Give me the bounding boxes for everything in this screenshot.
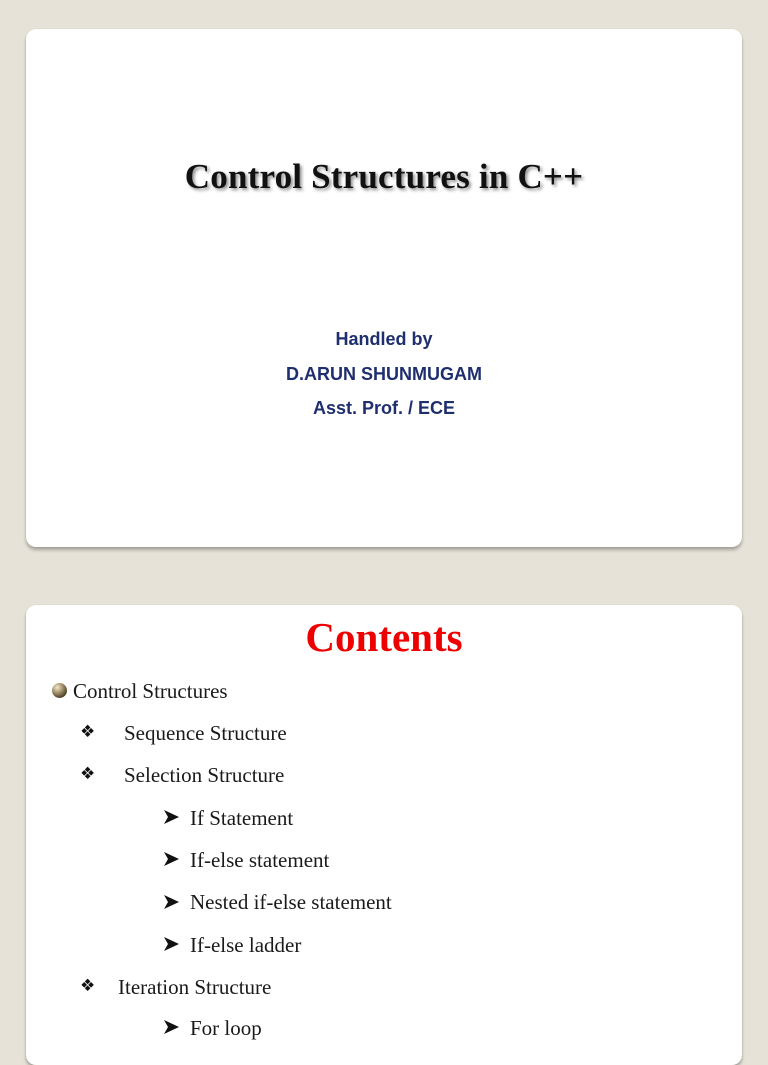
diamond-bullet-icon: ❖ — [80, 722, 96, 742]
list-item-if-else-ladder: If-else ladder — [190, 933, 302, 957]
diamond-bullet-icon: ❖ — [80, 976, 96, 996]
arrowhead-bullet-icon — [163, 894, 180, 910]
list-item-if-else: If-else statement — [190, 848, 330, 872]
list-item-selection: Selection Structure — [124, 763, 285, 787]
slide-1 — [26, 29, 742, 547]
handled-by-label: Handled by — [335, 329, 433, 349]
list-item-iteration: Iteration Structure — [118, 975, 272, 999]
arrowhead-bullet-icon — [163, 809, 180, 825]
slide-title: Control Structures in C++ — [184, 157, 584, 196]
presenter-designation: Asst. Prof. / ECE — [312, 398, 456, 418]
list-item-sequence: Sequence Structure — [124, 721, 287, 745]
slide-2 — [26, 605, 742, 1065]
arrowhead-bullet-icon — [163, 1019, 180, 1035]
list-item-if-statement: If Statement — [190, 806, 294, 830]
contents-heading: Contents — [305, 614, 463, 660]
presenter-block — [26, 322, 742, 426]
list-item-control-structures: Control Structures — [73, 679, 228, 703]
presenter-name: D.ARUN SHUNMUGAM — [286, 363, 482, 384]
list-item-nested-if-else: Nested if-else statement — [190, 890, 392, 914]
diamond-bullet-icon: ❖ — [80, 764, 96, 784]
arrowhead-bullet-icon — [163, 936, 180, 952]
sphere-bullet-icon — [52, 683, 67, 698]
list-item-for-loop: For loop — [190, 1016, 262, 1040]
arrowhead-bullet-icon — [163, 851, 180, 867]
